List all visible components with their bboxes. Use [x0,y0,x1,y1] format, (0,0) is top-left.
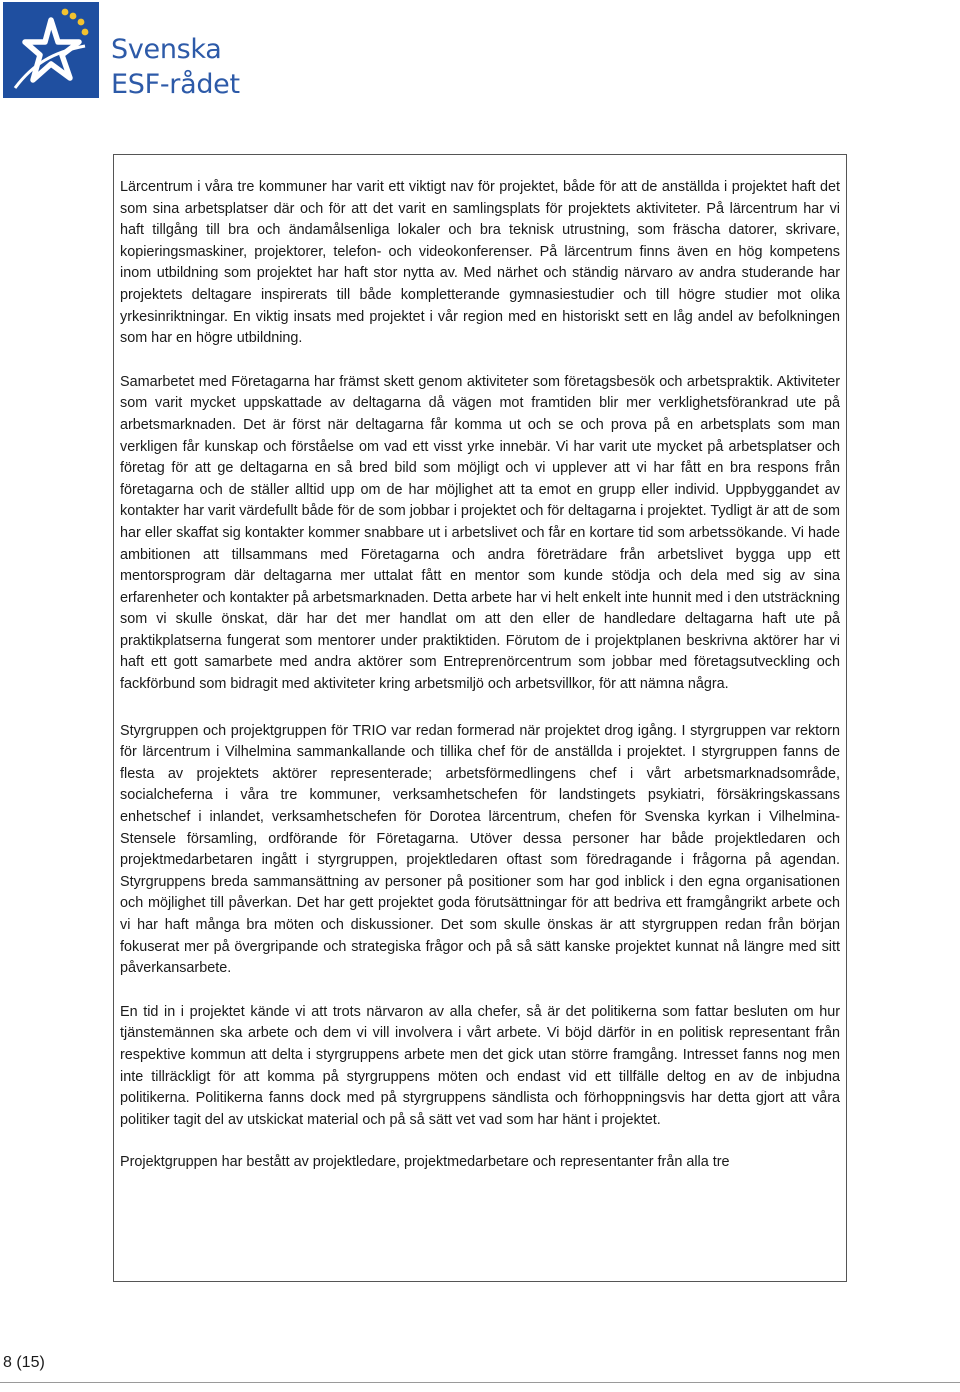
gold-star-icon [78,19,85,26]
paragraph-foretagarna: Samarbetet med Företagarna har främst skett genom aktiviteter som företagsbesök och arbetspraktik. Aktiviteter som varit mycket uppskattade av deltagarna då vägen mot framtiden blir mer verklighetsförankrad ute på arbetsmarknaden. Det är först när deltagarna får komma ut och se och prova på en arbetsplats som man verkligen får kunskap och förståelse om vad ett visst yrke innebär. Vi har varit ute mycket på arbetsplatser och företag för att ge deltagarna en så bred bild som möjligt och vi upplever att vi har fått en bra respons från företagarna och de ställer alltid upp om de har möjlighet att ta emot en grupp eller individ. Uppbyggandet av kontakter har varit värdefullt både för de som jobbar i projektet och för deltagarna i projektet. Tydligt är att de som har eller skaffat sig kontakter kommer snabbare ut i arbetslivet och får en kortare tid som arbetssökande. Vi hade ambitionen att tillsammans med Företagarna och andra företrädare från arbetslivet bygga upp ett mentorsprogram där deltagarna mer uttalat fått en mentor som kunde stödja och dela med sig av sina erfarenheter och kontakter på arbetsmarknaden. Detta arbete har vi helt enkelt inte hunnit med i den utsträckning som vi skulle önskat, där har det mer handlat om att den eller de handledare deltagarna haft ute på praktikplatserna fungerat som mentorer under praktiktiden. Förutom de i projektplanen beskrivna aktörer har vi haft ett gott samarbete med andra aktörer som Entreprenörcentrum som jobbar med företagsutveckling och fackförbund som bidragit med aktiviteter kring arbetsmiljö och arbetsvillkor, för att nämna några. [120,373,840,693]
paragraph-styrgruppen: Styrgruppen och projektgruppen för TRIO var redan formerad när projektet drog igång. I styrgruppen var rektorn för lärcentrum i Vilhelmina sammankallande och tillika chef för de anställda i projektet. I styrgruppen fanns de flesta av projektets aktörer representerade; arbetsförmedlingens chef i vårt arbetsmarknadsområde, socialcheferna i våra tre kommuner, verksamhetschefen för landstingets psykiatri, försäkringskassans enhetschef i inlandet, verksamhetschefen för Dorotea lärcentrum, chefen för Svenska kyrkan i Vilhelmina-Stensele församling, ordförande för Företagarna. Utöver dessa personer har både projektledaren och projektmedarbetaren ingått i styrgruppen, projektledaren oftast som föredragande i frågorna på agendan. Styrgruppens breda sammansättning av personer på positioner som har god inblick i den egna organisationen och möjlighet till påverkan. Det har gett projektet goda förutsättningar för att bedriva ett framgångrikt arbete och vi har haft många bra möten och diskussioner. Det som skulle önskas är att styrgruppen redan från början fokuserat mer på övergripande och strategiska frågor och på så sätt kanske projektet kunnat nå längre med sitt påverkansarbete. [120,722,840,977]
gold-star-icon [70,13,77,20]
star-icon [3,2,99,98]
logo-line-1: Svenska [111,34,222,65]
logo-line-2: ESF-rådet [111,69,240,100]
footer-divider [0,1382,960,1383]
logo-wordmark [111,32,240,102]
paragraph-larcentrum: Lärcentrum i våra tre kommuner har varit ett viktigt nav för projektet, både för att de anställda i projektet haft det som sina arbetsplatser där och för att det varit en samlingsplats för projektets aktiviteter. På lärcentrum har vi haft tillgång till bra och ändamålsenliga lokaler och bra teknisk utrustning, som fräscha datorer, skrivare, kopieringsmaskiner, projektorer, telefon- och videokonferenser. På lärcentrum finns även en hög kompetens inom utbildning som projektet har haft stor nytta av. Med närhet och ständig närvaro av andra studerande har projektets deltagare inspirerats till både kompletterande gymnasiestudier och till högre studier mot olika yrkesinriktningar. En viktig insats med projektet i vår region med en historiskt sett en låg andel av befolkningen som har en högre utbildning. [120,179,840,347]
esf-logo [3,2,243,100]
paragraph-projektgruppen: Projektgruppen har bestått av projektledare, projektmedarbetare och representanter från alla tre [120,1154,730,1171]
star-emblem-icon [3,2,99,98]
paragraph-politiker: En tid in i projektet kände vi att trots närvaron av alla chefer, så är det politikerna som fattar besluten om hur tjänstemännen ska arbete och dem vi vill involvera i vårt arbete. Vi böjd därför in en politisk representant från respektive kommun att delta i styrgruppens arbete men det gick utan större framgång. Intresset fanns nog men inte tillräckligt för att komma på styrgruppens möten och endast vid ett tillfälle deltog en av de inbjudna politikerna. Politikerna fanns dock med på styrgruppens sändlista och förhoppningsvis har detta gjort att våra politiker tagit del av utskickat material och på så sätt vet vad som har hänt i projektet. [120,1003,840,1128]
gold-star-icon [62,9,69,16]
page-number: 8 (15) [3,1354,45,1371]
report-text-frame [113,154,847,1282]
gold-star-icon [82,29,89,36]
